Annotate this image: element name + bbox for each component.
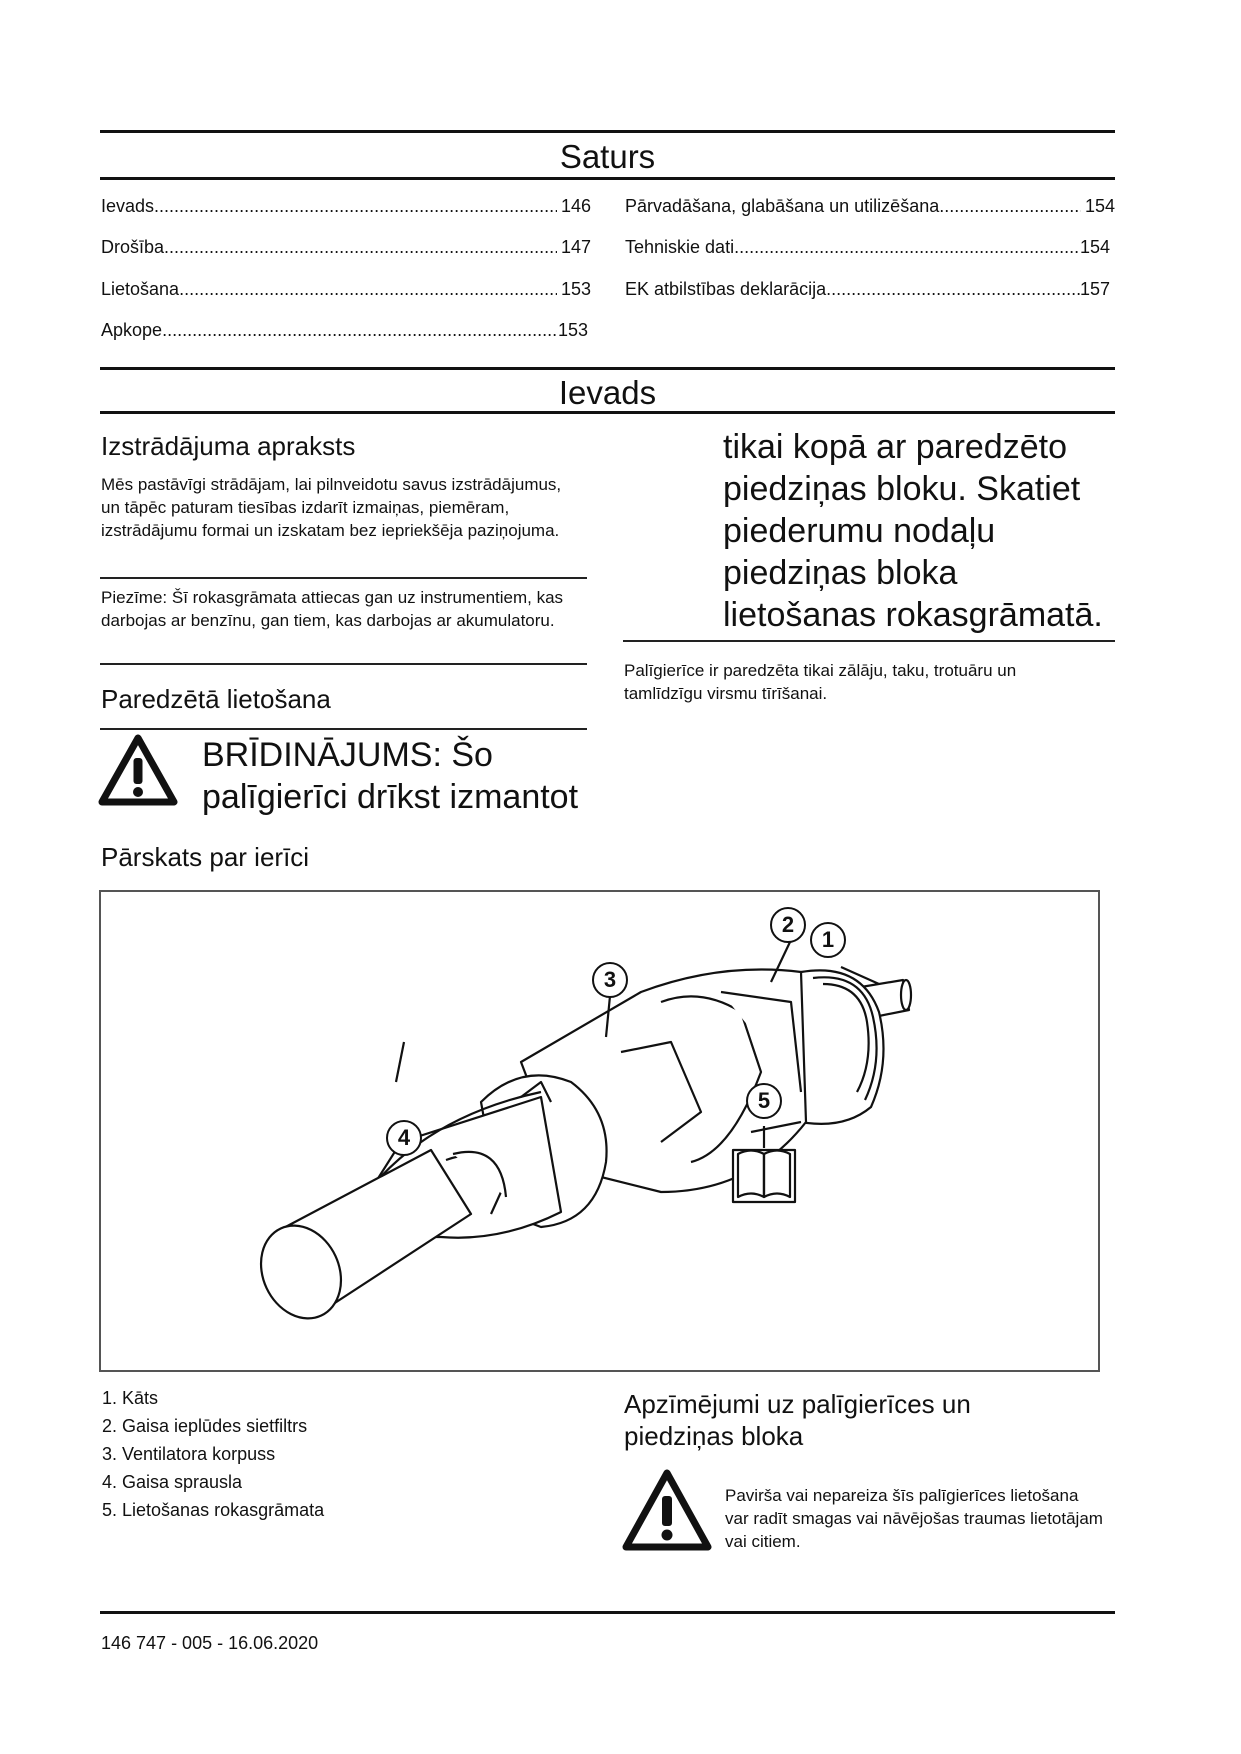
toc-entry-tehniskie-dati[interactable]: Tehniskie dati ..... 154: [625, 233, 1110, 259]
callout-2: 2: [770, 907, 806, 943]
intro-top-rule: [100, 367, 1115, 370]
symbols-warning-text: Pavirša vai nepareiza šīs palīgierīces lietošana var radīt smagas vai nāvējošas traumas lietotājam vai citiem.: [725, 1486, 1103, 1551]
callout-5: 5: [746, 1083, 782, 1119]
list-item: 1. Kāts: [102, 1388, 159, 1408]
toc-title: Saturs: [559, 138, 656, 175]
toc-entry-ievads[interactable]: Ievads ..... 146: [101, 192, 591, 218]
footer-rule: [100, 1611, 1115, 1614]
intro-title: Ievads: [558, 374, 657, 411]
warning-text-block: [202, 734, 602, 818]
toc-bottom-rule: [100, 177, 1115, 180]
intro-bottom-rule: [100, 411, 1115, 414]
note-block: [101, 586, 581, 632]
note-label: Piezīme:: [101, 588, 168, 607]
toc-entry-parvadasana[interactable]: Pārvadāšana, glabāšana un utilizēšana ..... 154: [625, 192, 1115, 218]
list-item: 2. Gaisa ieplūdes sietfiltrs: [102, 1416, 308, 1436]
product-description-text: Mēs pastāvīgi strādājam, lai pilnveidotu savus izstrādājumus, un tāpēc paturam tiesības izdarīt izmaiņas, piemēram, izstrādājumu formai un izskatam bez iepriekšēja paziņojuma.: [101, 475, 562, 540]
warning-top-rule: [100, 728, 587, 730]
device-overview-figure: [99, 890, 1100, 1372]
note-top-rule: [100, 577, 587, 579]
warning-triangle-icon: [621, 1468, 713, 1552]
warning-text-continued: tikai kopā ar paredzēto piedziņas bloku. Skatiet piederumu nodaļu piedziņas bloka lietošanas rokasgrāmatā.: [723, 428, 1103, 634]
warning-label: BRĪDINĀJUMS:: [202, 736, 442, 774]
toc-entry-ek-deklaracija[interactable]: EK atbilstības deklarācija ..... 157: [625, 275, 1110, 301]
leaf-blower-illustration: [101, 892, 1098, 1370]
toc-top-rule: [100, 130, 1115, 133]
list-item: 5. Lietošanas rokasgrāmata: [102, 1500, 325, 1520]
callout-1: 1: [810, 922, 846, 958]
overview-heading: Pārskats par ierīci: [101, 842, 310, 872]
toc-entry-apkope[interactable]: Apkope ..... 153: [101, 316, 588, 342]
callout-4: 4: [386, 1120, 422, 1156]
warning-text-start: Šo palīgierīci drīkst izmantot: [202, 736, 579, 816]
note-bottom-rule: [100, 663, 587, 665]
symbols-heading: Apzīmējumi uz palīgierīces un piedziņas bloka: [624, 1389, 971, 1451]
intended-use-text: Palīgierīce ir paredzēta tikai zālāju, taku, trotuāru un tamlīdzīgu virsmu tīrīšanai.: [624, 661, 1017, 703]
document-id: 146 747 - 005 - 16.06.2020: [101, 1633, 319, 1653]
note-text: Šī rokasgrāmata attiecas gan uz instrumentiem, kas darbojas ar benzīnu, gan tiem, kas darbojas ar akumulatoru.: [101, 588, 564, 630]
product-description-heading: Izstrādājuma apraksts: [101, 431, 356, 461]
callout-3: 3: [592, 962, 628, 998]
warning-triangle-icon: [98, 734, 178, 806]
warning-bottom-rule: [623, 640, 1115, 642]
list-item: 4. Gaisa sprausla: [102, 1472, 243, 1492]
intended-use-heading: Paredzētā lietošana: [101, 684, 331, 714]
list-item: 3. Ventilatora korpuss: [102, 1444, 276, 1464]
toc-entry-drosiba[interactable]: Drošība ..... 147: [101, 233, 591, 259]
toc-entry-lietosana[interactable]: Lietošana ..... 153: [101, 275, 591, 301]
